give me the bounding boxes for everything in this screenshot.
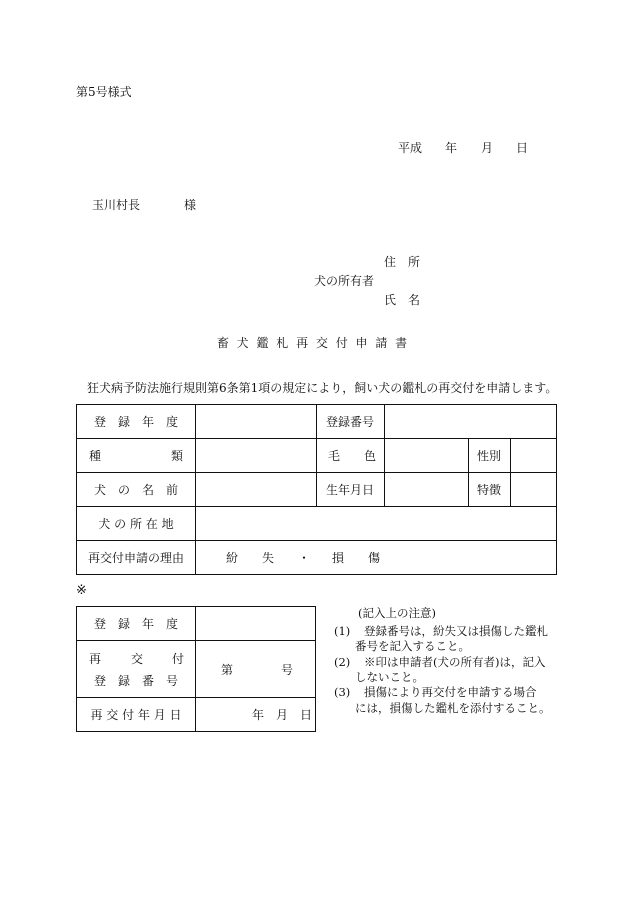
features-label: 特徴 xyxy=(476,483,502,497)
date-era: 平成 xyxy=(398,141,423,155)
office-use-mark: ※ xyxy=(76,583,87,598)
location-field[interactable] xyxy=(196,507,556,540)
name-label: 氏 名 xyxy=(384,293,421,307)
note-3-number: (3) xyxy=(334,685,351,699)
reason-damage-a: 損 xyxy=(332,551,345,565)
reissue-label-c: 付 xyxy=(172,652,185,666)
number-suffix: 号 xyxy=(281,663,294,677)
note-3-line1: 損傷により再交付を申請する場合 xyxy=(364,685,537,699)
coat-color-label-a: 毛 xyxy=(328,449,341,463)
recipient-title: 玉川村長 xyxy=(92,198,141,212)
breed-label-b: 類 xyxy=(171,449,184,463)
sex-label: 性別 xyxy=(476,449,502,463)
address-label: 住 所 xyxy=(384,255,421,269)
reg-year-field[interactable] xyxy=(196,405,316,438)
number-prefix: 第 xyxy=(221,663,234,677)
note-3-line2: には，損傷した鑑札を添付すること。 xyxy=(355,701,551,715)
reason-loss-a: 紛 xyxy=(226,551,239,565)
breed-field[interactable] xyxy=(196,439,316,472)
notes-title: (記入上の注意) xyxy=(358,606,436,620)
birth-date-label: 生年月日 xyxy=(325,483,375,497)
note-1-number: (1) xyxy=(334,624,351,638)
breed-label-a: 種 xyxy=(89,449,102,463)
reason-separator: ・ xyxy=(298,551,311,565)
location-label: 犬 の 所 在 地 xyxy=(98,517,174,531)
reason-damage-b: 傷 xyxy=(368,551,381,565)
office-reg-year-field[interactable] xyxy=(196,607,315,640)
note-1-line2: 番号を記入すること。 xyxy=(355,639,470,653)
dog-name-label: 犬 の 名 前 xyxy=(93,483,179,497)
coat-color-field[interactable] xyxy=(385,439,468,472)
reg-year-label: 登 録 年 度 xyxy=(93,415,179,429)
features-field[interactable] xyxy=(511,473,556,506)
form-number: 第5号様式 xyxy=(76,85,132,99)
note-2-number: (2) xyxy=(334,655,351,669)
owner-label: 犬の所有者 xyxy=(314,274,375,288)
reason-loss-b: 失 xyxy=(262,551,275,565)
dog-name-field[interactable] xyxy=(196,473,316,506)
reissue-date-suffix: 年 月 日 xyxy=(252,708,313,722)
office-reg-year-label: 登 録 年 度 xyxy=(93,617,179,631)
note-2-line2: しないこと。 xyxy=(355,670,424,684)
date-month: 月 xyxy=(481,141,494,155)
form-title: 畜 犬 鑑 札 再 交 付 申 請 書 xyxy=(216,336,410,350)
recipient-honorific: 様 xyxy=(184,198,197,212)
intro-text: 狂犬病予防法施行規則第6条第1項の規定により，飼い犬の鑑札の再交付を申請します。 xyxy=(87,381,558,395)
date-day: 日 xyxy=(516,141,529,155)
note-2-line1: ※印は申請者(犬の所有者)は，記入 xyxy=(364,655,546,669)
reason-label: 再交付申請の理由 xyxy=(87,551,185,565)
reissue-label-b: 交 xyxy=(131,652,144,666)
reissue-label-a: 再 xyxy=(89,652,102,666)
sex-field[interactable] xyxy=(511,439,556,472)
birth-date-field[interactable] xyxy=(385,473,468,506)
date-year: 年 xyxy=(445,141,458,155)
note-1-line1: 登録番号は，紛失又は損傷した鑑札 xyxy=(364,624,548,638)
reg-number-field[interactable] xyxy=(385,405,556,438)
coat-color-label-b: 色 xyxy=(364,449,377,463)
reg-number-label: 登録番号 xyxy=(325,415,375,429)
reissue-number-label: 登 録 番 号 xyxy=(93,674,179,688)
reissue-date-label: 再 交 付 年 月 日 xyxy=(90,708,182,722)
